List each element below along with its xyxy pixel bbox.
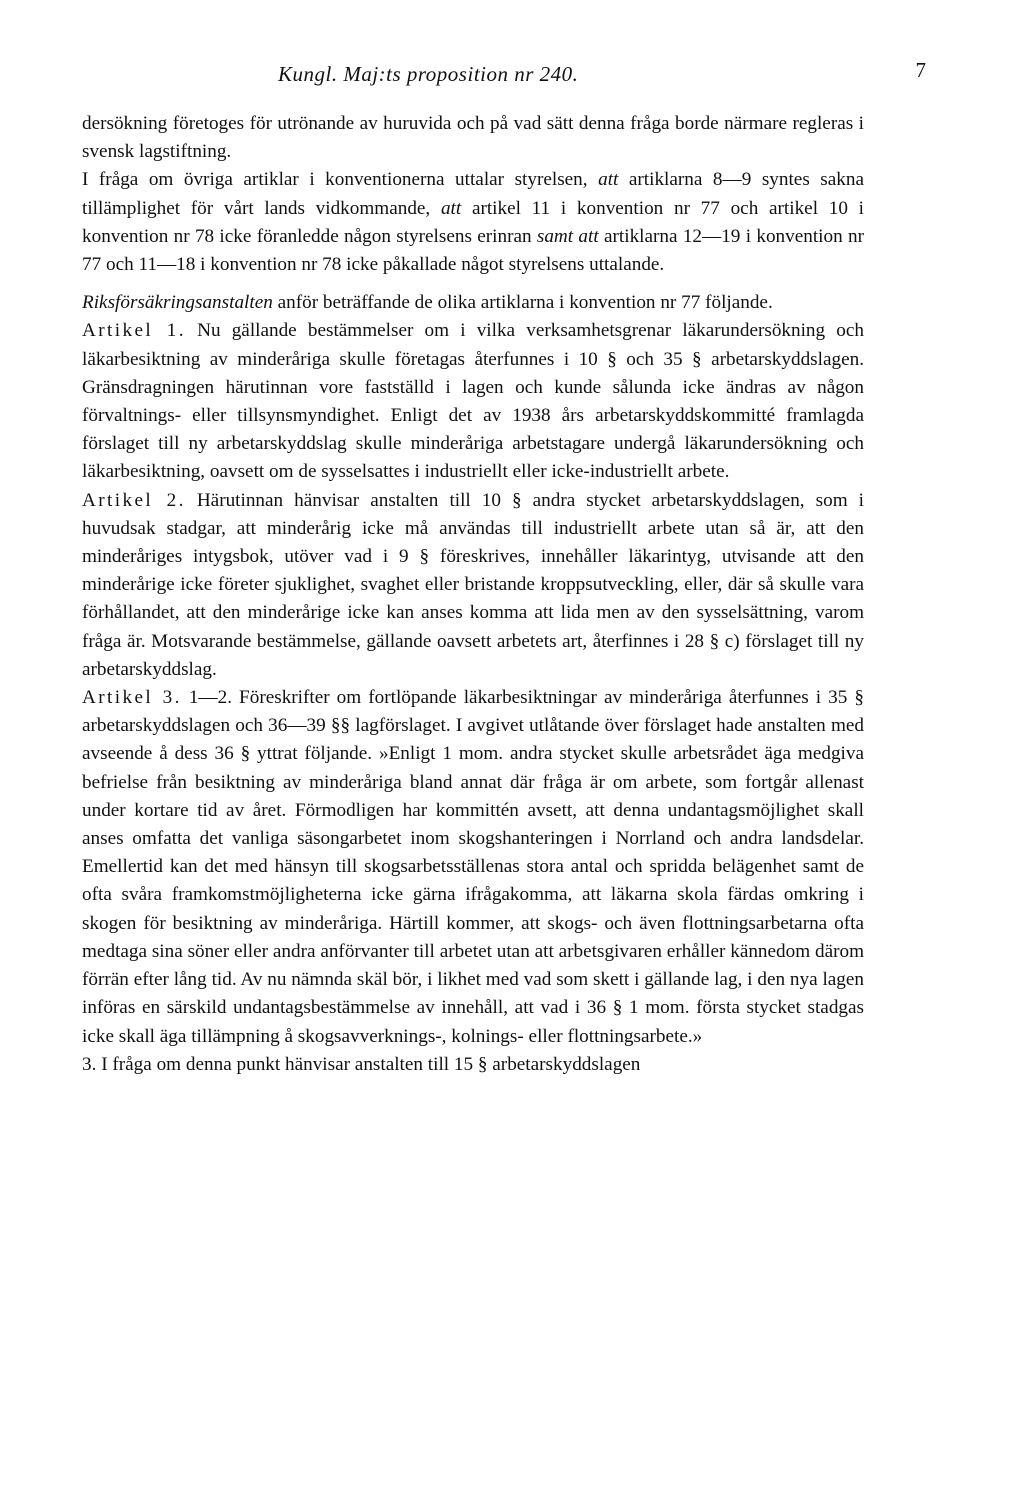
text-run: anför beträffande de olika artiklarna i konvention nr 77 följande. bbox=[272, 292, 773, 314]
text-run: Härutinnan hänvisar anstalten till 10 § andra stycket arbetarskyddslagen, som i huvudsak stadgar, att minderårig icke må användas till industriellt arbete utan så är, att den minderåriges intygsbok, utöver vad i 9 § föreskrives, innehåller läkarintyg, utvisande att den minderårige icke företer sjuklighet, svaghet eller bristande kroppsutveckling, eller, där så skulle vara förhållandet, att den minderårige icke kan anses komma att lida men av den sysselsättning, varom fråga är. Motsvarande bestämmelse, gällande oavsett arbetets art, återfinnes i 28 § c) förslaget till ny arbetarskyddslag. bbox=[82, 489, 864, 680]
text-run: Nu gällande bestämmelser om i vilka verksamhetsgrenar läkarundersökning och läkarbesiktning av minderåriga skulle företagas återfunnes i 10 § och 35 § arbetarskyddslagen. Gränsdragningen härutinnan vore fastställd i lagen och kunde sålunda icke ändras av någon förvaltnings- eller tillsynsmyndighet. Enligt det av 1938 års arbetarskyddskommitté framlagda förslaget till ny arbetarskyddslag skulle minderåriga arbetstagare undergå läkarundersökning och läkarbesiktning, oavsett om de sysselsattes i industriellt eller icke-industriellt arbete. bbox=[82, 320, 864, 483]
paragraph-gap bbox=[82, 279, 864, 289]
page-number: 7 bbox=[915, 58, 926, 82]
paragraph bbox=[82, 1051, 864, 1079]
body-text bbox=[82, 110, 864, 1079]
article-heading: Artikel 3. bbox=[82, 687, 182, 709]
text-run: artiklarna 8—9 syntes sakna tillämplighet för vårt lands vidkommande, bbox=[82, 169, 864, 219]
italic-run: att bbox=[598, 169, 619, 191]
paragraph bbox=[82, 317, 864, 486]
italic-run: att bbox=[440, 197, 462, 219]
italic-run: Riksförsäkringsanstalten bbox=[82, 292, 273, 314]
text-run: dersökning företoges för utrönande av huruvida och på vad sätt denna fråga borde närmare regleras i svensk lagstiftning. bbox=[82, 113, 864, 163]
text-run: I fråga om övriga artiklar i konventionerna uttalar styrelsen, bbox=[82, 169, 599, 191]
article-heading: Artikel 1. bbox=[82, 320, 186, 342]
paragraph bbox=[82, 684, 864, 1051]
page-header bbox=[82, 58, 926, 92]
running-title: Kungl. Maj:ts proposition nr 240. bbox=[278, 62, 579, 86]
italic-run: samt att bbox=[536, 225, 599, 247]
text-run: artiklarna 12—19 i konvention nr 77 och 11—18 i konvention nr 78 icke påkallade något styrelsens uttalande. bbox=[82, 225, 864, 276]
text-run: artikel 11 i konvention nr 77 och artikel 10 i konvention nr 78 icke föranledde någon styrelsens erinran bbox=[82, 197, 864, 247]
paragraph bbox=[82, 110, 864, 166]
paragraph bbox=[82, 487, 864, 684]
article-heading: Artikel 2. bbox=[82, 489, 186, 511]
paragraph bbox=[82, 166, 864, 279]
text-run: 3. I fråga om denna punkt hänvisar anstalten till 15 § arbetarskyddslagen bbox=[82, 1053, 641, 1075]
paragraph bbox=[82, 289, 864, 317]
text-run: 1—2. Föreskrifter om fortlöpande läkarbesiktningar av minderåriga återfunnes i 35 § arbetarskyddslagen och 36—39 §§ lagförslaget. I avgivet utlåtande över förslaget hade anstalten med avseende å dess 36 § yttrat följande. »Enligt 1 mom. andra stycket skulle arbetsrådet äga medgiva befrielse från besiktning av minderåriga bland annat där fråga är om arbete, som fortgår allenast under kortare tid av året. Förmodligen har kommittén avsett, att denna undantagsmöjlighet skall anses omfatta det vanliga säsongarbetet inom skogshanteringen i Norrland och andra landsdelar. Emellertid kan det med hänsyn till skogsarbetsställenas stora antal och spridda belägenhet samt de ofta svåra framkomstmöjligheterna icke gärna ifrågakomma, att läkarna skola färdas omkring i skogen för besiktning av minderåriga. Härtill kommer, att skogs- och även flottningsarbetarna ofta medtaga sina söner eller andra anförvanter till arbetet utan att arbetsgivaren erhåller kännedom därom förrän efter lång tid. Av nu nämnda skäl bör, i likhet med vad som skett i gällande lag, i den nya lagen införas en särskild undantagsbestämmelse av innehåll, att vad i 36 § 1 mom. första stycket stadgas icke skall äga tillämpning å skogsavverknings-, kolnings- eller flottningsarbete.» bbox=[82, 687, 865, 1047]
